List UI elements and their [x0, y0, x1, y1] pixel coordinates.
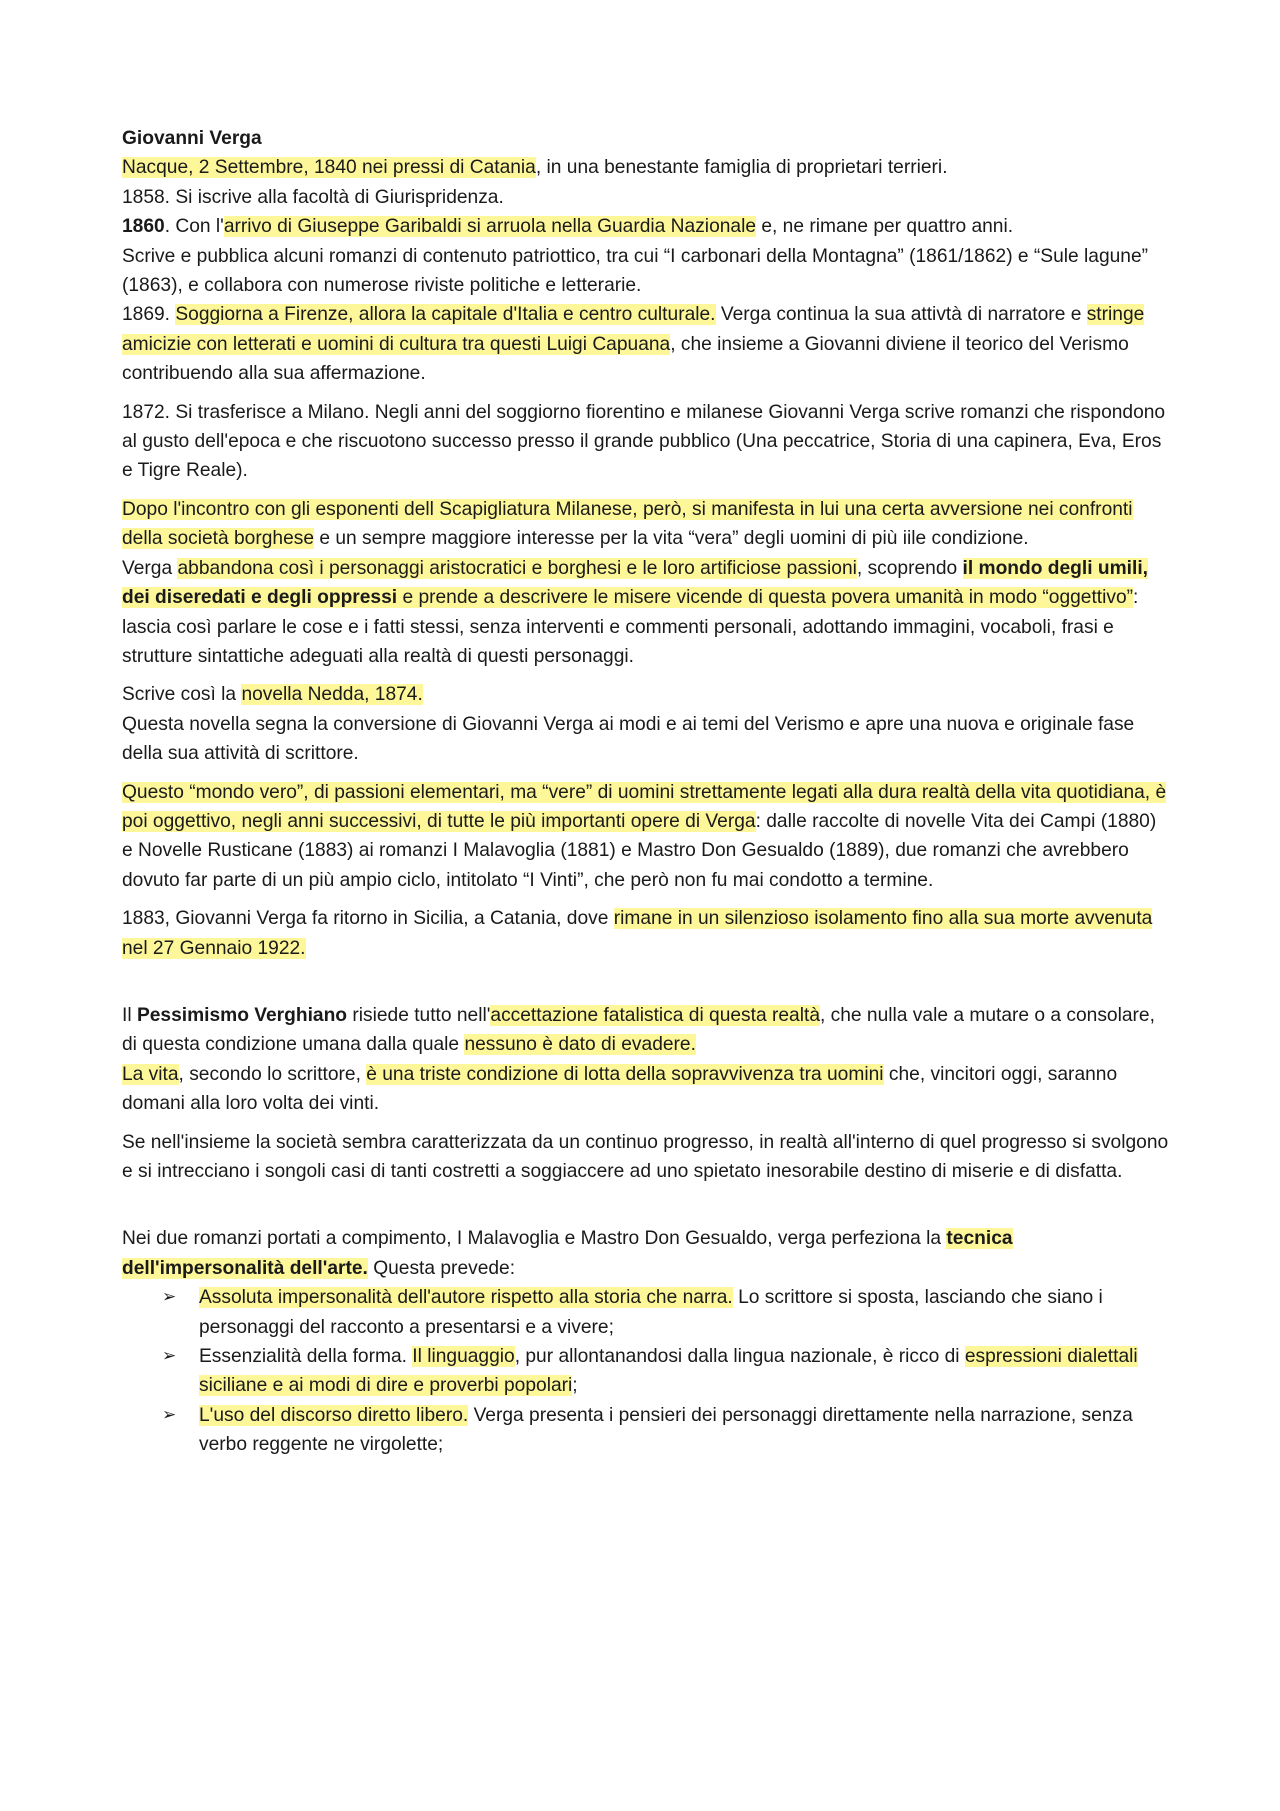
text: Verga continua la sua attivtà di narratore e — [715, 304, 1087, 326]
text: Il — [122, 1004, 137, 1026]
paragraph-nedda — [122, 680, 1172, 709]
highlight: stringe amicizie con letterati e uomini di cultura tra questi Luigi Capuana — [122, 304, 1145, 355]
highlight: novella Nedda, 1874. — [241, 684, 423, 706]
arrow-bullet-icon: ➢ — [162, 1404, 177, 1425]
text: . Con l' — [164, 216, 224, 238]
text: e un sempre maggiore interesse per la vita “vera” degli uomini di più iile condizione. — [314, 528, 1029, 550]
paragraph-progresso: Se nell'insieme la società sembra caratterizzata da un continuo progresso, in realtà all'interno di quel progresso si svolgono e si intrecciano i songoli casi di tanti costretti a soggiaccere ad uno spietato inesorabile destino di miserie e di disfatta. — [122, 1131, 1169, 1182]
text: : dalle raccolte di novelle Vita dei Campi (1880) e Novelle Rusticane (1883) ai romanzi I Malavoglia (1881) e Mastro Don Gesualdo (1889), due romanzi che avrebbero dovuto far parte di un più ampio ciclo, intitolato “I Vinti”, che però non fu mai condotto a termine. — [122, 810, 1157, 891]
paragraph-scapigliatura — [122, 495, 1172, 554]
highlight: è una triste condizione di lotta della sopravvivenza tra uomini — [366, 1063, 884, 1085]
highlight-bold: il mondo degli umili, dei diseredati e degli oppressi — [122, 557, 1148, 609]
text: , scoprendo — [856, 557, 963, 579]
highlight: e prende a descrivere le misere vicende di questa povera umanità in modo “oggettivo” — [397, 587, 1134, 609]
text: Verga — [122, 557, 178, 579]
text: , che nulla vale a mutare o a consolare, di questa condizione umana dalla quale — [122, 1004, 1155, 1056]
paragraph-mondo-vero — [122, 778, 1172, 896]
text: ; — [572, 1375, 578, 1397]
highlight: accettazione fatalistica di questa realtà — [490, 1004, 820, 1026]
text: e, ne rimane per quattro anni. — [756, 216, 1014, 238]
paragraph-1860 — [122, 212, 1172, 241]
text: Scrive così la — [122, 684, 242, 706]
highlight: Dopo l'incontro con gli esponenti dell Scapigliatura Milanese, però, si manifesta in lui una certa avversione nei confronti della società borghese — [122, 498, 1133, 550]
arrow-bullet-icon: ➢ — [162, 1287, 177, 1308]
text: 1883, Giovanni Verga fa ritorno in Sicilia, a Catania, dove — [122, 908, 614, 930]
text: , pur allontanandosi dalla lingua nazionale, è ricco di — [514, 1346, 965, 1368]
highlight: nessuno è dato di evadere. — [464, 1034, 696, 1056]
list-item — [122, 1401, 1172, 1460]
text: risiede tutto nell' — [347, 1004, 491, 1026]
paragraph-birth — [122, 153, 1172, 182]
paragraph-tecnica — [122, 1224, 1172, 1283]
highlight: rimane in un silenzioso isolamento fino alla sua morte avvenuta nel 27 Gennaio 1922. — [122, 908, 1153, 959]
paragraph-patriotic-novels: Scrive e pubblica alcuni romanzi di contenuto patriottico, tra cui “I carbonari della Montagna” (1861/1862) e “Sule lagune” (1863), e collabora con numerose riviste politiche e letterarie. — [122, 245, 1149, 297]
highlight: abbandona così i personaggi aristocratici e borghesi e le loro artificiose passioni — [177, 557, 857, 579]
highlight: arrivo di Giuseppe Garibaldi si arruola nella Guardia Nazionale — [223, 216, 757, 238]
text: Verga presenta i pensieri dei personaggi direttamente nella narrazione, senza verbo reggente ne virgolette; — [199, 1404, 1133, 1456]
bold-term: Pessimismo Verghiano — [136, 1004, 348, 1026]
highlight: Nacque, 2 Settembre, 1840 nei pressi di Catania — [122, 157, 536, 179]
arrow-bullet-icon: ➢ — [162, 1346, 177, 1367]
document-body — [122, 124, 1172, 1460]
text: , secondo lo scrittore, — [178, 1063, 367, 1085]
paragraph-1858: 1858. Si iscrive alla facoltà di Giurispridenza. — [122, 186, 504, 208]
text: Lo scrittore si sposta, lasciando che siano i personaggi del racconto a presentarsi e a vivere; — [199, 1287, 1103, 1338]
highlight: Il linguaggio — [412, 1346, 515, 1368]
highlight: Assoluta impersonalità dell'autore rispetto alla storia che narra. — [199, 1287, 733, 1309]
highlight: La vita — [122, 1063, 179, 1085]
highlight: Soggiorna a Firenze, allora la capitale d'Italia e centro culturale. — [175, 304, 716, 326]
highlight-bold: tecnica dell'impersonalità dell'arte. — [122, 1228, 1013, 1279]
text: Essenzialità della forma. — [199, 1346, 413, 1368]
highlight: Questo “mondo vero”, di passioni elementari, ma “vere” di uomini strettamente legati alla dura realtà della vita quotidiana, è poi oggettivo, negli anni successivi, di tutte le più importanti opere di Verga — [122, 781, 1167, 832]
paragraph-la-vita — [122, 1060, 1172, 1119]
highlight: espressioni dialettali siciliane e ai modi di dire e proverbi popolari — [199, 1346, 1138, 1397]
text: , in una benestante famiglia di proprietari terrieri. — [535, 157, 948, 179]
list-item — [122, 1342, 1172, 1401]
paragraph-pessimismo — [122, 1001, 1172, 1060]
paragraph-1872: 1872. Si trasferisce a Milano. Negli anni del soggiorno fiorentino e milanese Giovanni Verga scrive romanzi che rispondono al gusto dell'epoca e che riscuotono successo presso il grande pubblico (Una peccatrice, Storia di una capinera, Eva, Eros e Tigre Reale). — [122, 401, 1166, 482]
text: che, vincitori oggi, saranno domani alla loro volta dei vinti. — [122, 1063, 1118, 1115]
text: : lascia così parlare le cose e i fatti stessi, senza interventi e commenti personali, adottando immagini, vocaboli, frasi e strutture sintattiche adeguati alla realtà di questi personaggi. — [122, 587, 1139, 667]
text: , che insieme a Giovanni diviene il teorico del Verismo contribuendo alla sua affermazione. — [122, 333, 1129, 385]
paragraph-umili — [122, 554, 1172, 672]
paragraph-1883 — [122, 904, 1172, 963]
bullet-list — [122, 1283, 1172, 1459]
paragraph-1869 — [122, 300, 1172, 388]
text: Questa prevede: — [367, 1257, 516, 1279]
text: 1869. — [122, 304, 176, 326]
page-title: Giovanni Verga — [122, 128, 262, 149]
paragraph-conversion: Questa novella segna la conversione di Giovanni Verga ai modi e ai temi del Verismo e apre una nuova e originale fase della sua attività di scrittore. — [122, 713, 1135, 765]
highlight: L'uso del discorso diretto libero. — [199, 1404, 469, 1426]
text: Nei due romanzi portati a compimento, I Malavoglia e Mastro Don Gesualdo, verga perfeziona la — [122, 1228, 947, 1250]
list-item — [122, 1283, 1172, 1342]
year-bold: 1860 — [122, 216, 165, 238]
